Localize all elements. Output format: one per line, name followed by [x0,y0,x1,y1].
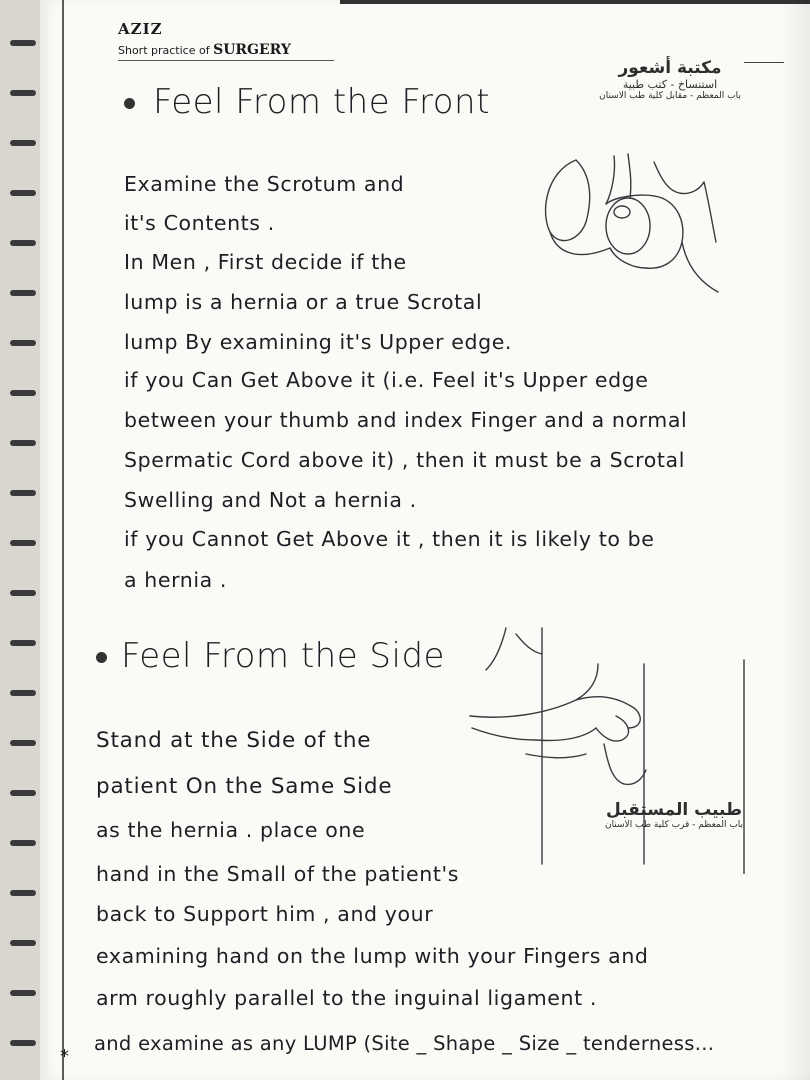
stamp-bottom [574,800,774,830]
stamp-bottom-line2: باب المعظم - قرب كلية طب الاسنان [604,820,744,830]
asterisk-bullet-icon: * [60,1046,69,1067]
side-line-1: Stand at the Side of the [96,728,372,753]
front-line-1: Examine the Scrotum and [124,172,405,196]
bullet-dot-icon [96,652,107,663]
brand-subtitle [118,42,291,58]
front-line-8: Spermatic Cord above it) , then it must be a Scrotal [124,448,685,472]
front-line-9: Swelling and Not a hernia . [124,488,417,512]
front-line-3: In Men , First decide if the [124,250,407,274]
stamp-top-line2: استنساخ - كتب طبية [622,78,718,91]
bullet-dot-icon [124,98,135,109]
front-line-6: if you Can Get Above it (i.e. Feel it's Upper edge [124,368,649,392]
front-line-7: between your thumb and index Finger and a normal [124,408,688,432]
notebook-spiral [0,0,40,1080]
stamp-top-line3: باب المعظم - مقابل كلية طب الاسنان [599,91,741,101]
front-line-11: a hernia . [124,568,228,592]
heading-side-text: Feel From the Side [121,636,445,676]
front-examination-sketch [536,152,768,297]
section-heading-front [124,82,490,122]
front-line-2: it's Contents . [124,211,275,235]
front-line-5: lump By examining it's Upper edge. [124,330,513,354]
brand-underline [118,60,334,61]
stamp-top-line1: مكتبة أشعور [618,58,722,78]
page-margin-line [62,0,64,1080]
section-heading-side [96,636,445,676]
page-shadow [780,0,810,1080]
side-line-3: as the hernia . place one [96,818,366,842]
side-line-5: back to Support him , and your [96,902,434,926]
stamp-bottom-line1: طبيب المستقبل [606,800,742,820]
top-edge-line [340,0,810,4]
brand-subtitle-emph: SURGERY [213,42,291,58]
front-line-10: if you Cannot Get Above it , then it is likely to be [124,527,655,551]
stamp-top [560,58,780,101]
header-brand [118,20,291,58]
side-line-8: and examine as any LUMP (Site _ Shape _ Size _ tenderness... [94,1032,715,1055]
side-examination-sketch [466,624,766,874]
heading-front-text: Feel From the Front [153,82,490,122]
side-line-7: arm roughly parallel to the inguinal ligament . [96,986,597,1010]
brand-title: AZIZ [118,20,163,38]
side-line-4: hand in the Small of the patient's [96,862,459,886]
stamp-top-rule [744,62,784,63]
front-line-4: lump is a hernia or a true Scrotal [124,290,483,314]
side-line-2: patient On the Same Side [96,774,393,799]
brand-subtitle-prefix: Short practice of [118,44,210,57]
side-line-6: examining hand on the lump with your Fingers and [96,944,649,968]
